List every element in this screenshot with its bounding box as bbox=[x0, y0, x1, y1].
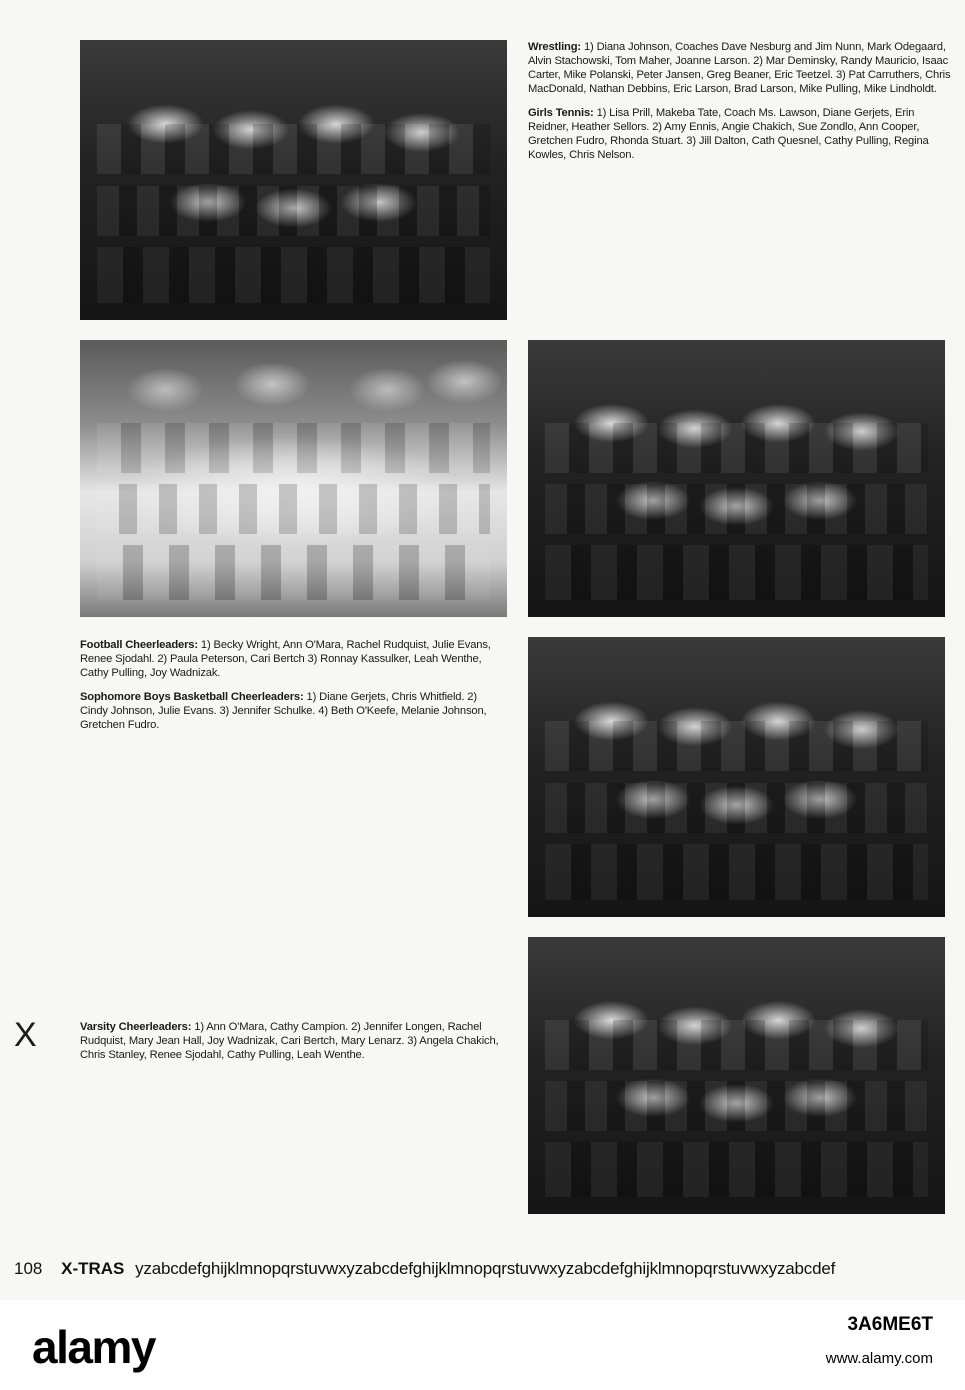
wrestling-caption-text: 1) Diana Johnson, Coaches Dave Nesburg and Jim Nunn, Mark Odegaard, Alvin Stachowski, Tom Maher, Joanne Larson. 2) Mar Deminsky, Randy Mauricio, Isaac Carter, Mike Polanski, Peter Jansen, Greg Beaner, Eric Teetzel. 3) Pat Carruthers, Chris MacDonald, Nathan Debbins, Eric Larson, Brad Larson, Mike Pulling, Mike Lindholdt. bbox=[528, 41, 951, 95]
football-cheerleaders-caption-title: Football Cheerleaders: bbox=[80, 639, 198, 651]
football-cheerleaders-caption bbox=[80, 638, 505, 680]
footer-alphabet-strip: yzabcdefghijklmnopqrstuvwxyzabcdefghijklmnopqrstuvwxyzabcdefghijklmnopqrstuvwxyzabcdef bbox=[135, 1259, 836, 1278]
wrestling-team-photo bbox=[80, 40, 507, 320]
middle-left-captions bbox=[80, 638, 505, 742]
football-cheerleaders-photo bbox=[528, 340, 945, 617]
girls-tennis-caption bbox=[528, 106, 953, 162]
bottom-left-captions bbox=[80, 1020, 505, 1072]
girls-tennis-caption-text: 1) Lisa Prill, Makeba Tate, Coach Ms. Lawson, Diane Gerjets, Erin Reidner, Heather Sellors. 2) Amy Ennis, Angie Chakich, Sue Zondlo, Ann Cooper, Gretchen Fudro, Rhonda Stuart. 3) Jill Dalton, Cath Quesnel, Cathy Pulling, Regina Kowles, Chris Nelson. bbox=[528, 107, 929, 161]
page-footer bbox=[14, 1258, 959, 1280]
wrestling-caption-title: Wrestling: bbox=[528, 41, 581, 53]
girls-tennis-caption-title: Girls Tennis: bbox=[528, 107, 594, 119]
top-right-captions bbox=[528, 40, 953, 172]
section-letter-mark: X bbox=[14, 1016, 37, 1054]
watermark-image-code: 3A6ME6T bbox=[847, 1314, 933, 1335]
sophomore-cheerleaders-caption-text: 1) Diane Gerjets, Chris Whitfield. 2) Cindy Johnson, Julie Evans. 3) Jennifer Schulke. 4) Beth O'Keefe, Melanie Johnson, Gretchen Fudro. bbox=[80, 691, 487, 731]
varsity-cheerleaders-caption bbox=[80, 1020, 505, 1062]
wrestling-caption bbox=[528, 40, 953, 96]
sophomore-cheerleaders-caption bbox=[80, 690, 505, 732]
varsity-cheerleaders-caption-title: Varsity Cheerleaders: bbox=[80, 1021, 192, 1033]
varsity-cheerleaders-caption-text: 1) Ann O'Mara, Cathy Campion. 2) Jennifer Longen, Rachel Rudquist, Mary Jean Hall, Joy Wadnizak, Cari Bertch, Mary Lenarz. 3) Angela Chakich, Chris Stanley, Renee Sjodahl, Cathy Pulling, Leah Wenthe. bbox=[80, 1021, 499, 1061]
varsity-cheerleaders-photo bbox=[528, 937, 945, 1214]
watermark-logo: alamy bbox=[32, 1321, 155, 1373]
stock-watermark-bar bbox=[0, 1300, 965, 1390]
football-cheerleaders-caption-text: 1) Becky Wright, Ann O'Mara, Rachel Rudquist, Julie Evans, Renee Sjodahl. 2) Paula Peterson, Cari Bertch 3) Ronnay Kassulker, Leah Wenthe, Cathy Pulling, Joy Wadnizak. bbox=[80, 639, 491, 679]
page-number: 108 bbox=[14, 1259, 43, 1278]
sophomore-cheerleaders-caption-title: Sophomore Boys Basketball Cheerleaders: bbox=[80, 691, 304, 703]
girls-tennis-team-photo bbox=[80, 340, 507, 617]
sophomore-cheerleaders-photo bbox=[528, 637, 945, 917]
watermark-url: www.alamy.com bbox=[825, 1350, 933, 1367]
section-name: X-TRAS bbox=[61, 1259, 125, 1278]
